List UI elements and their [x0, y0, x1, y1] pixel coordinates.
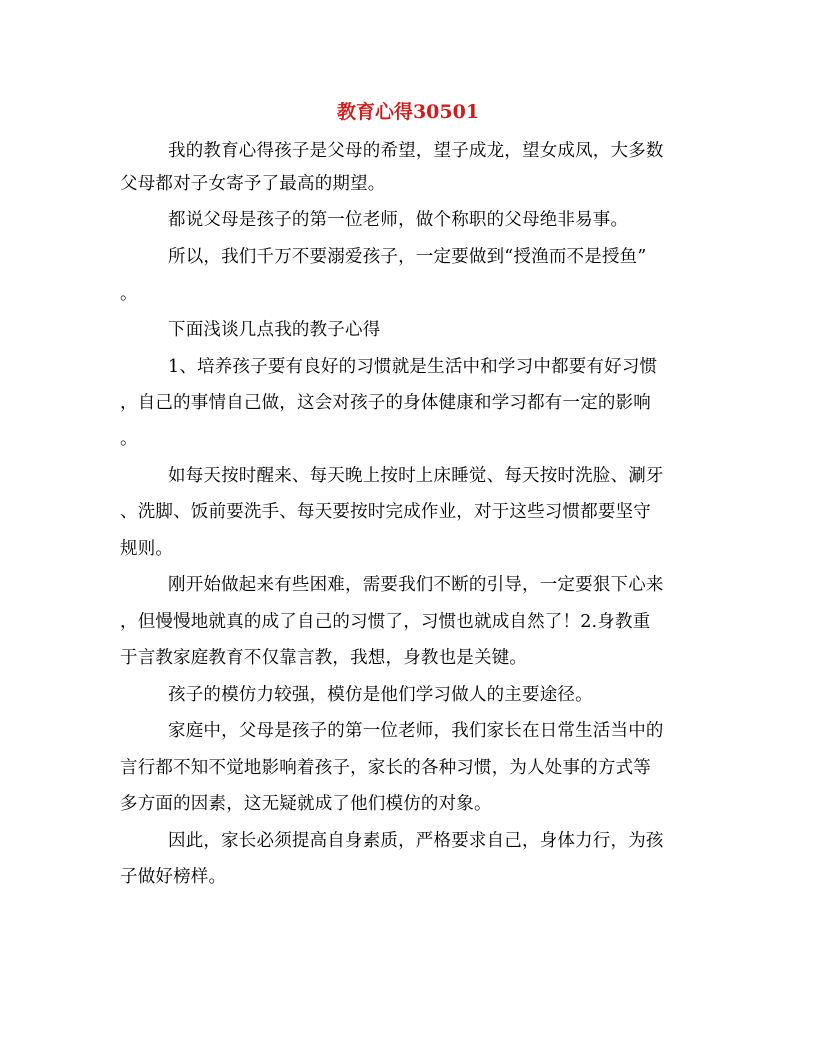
- text-line: 因此，家长必须提高自身素质，严格要求自己，身体力行，为孩: [168, 831, 664, 851]
- text-line: 规则。: [120, 539, 174, 559]
- text-line: 子做好榜样。: [120, 867, 227, 887]
- text-line: 。: [120, 284, 138, 304]
- text-line: 1、培养孩子要有良好的习惯就是生活中和学习中都要有好习惯: [168, 357, 658, 377]
- text-line: 都说父母是孩子的第一位老师，做个称职的父母绝非易事。: [168, 210, 629, 230]
- document-title: 教育心得30501: [336, 101, 480, 123]
- text-line: 刚开始做起来有些困难，需要我们不断的引导，一定要狠下心来: [168, 575, 664, 595]
- text-line: ，但慢慢地就真的成了自己的习惯了，习惯也就成自然了！2.身教重: [120, 612, 651, 632]
- text-line: 孩子的模仿力较强，模仿是他们学习做人的主要途径。: [168, 685, 593, 705]
- text-line: 下面浅谈几点我的教子心得: [168, 320, 381, 340]
- text-line: 于言教家庭教育不仅靠言教，我想，身教也是关键。: [120, 648, 528, 668]
- text-line: ，自己的事情自己做，这会对孩子的身体健康和学习都有一定的影响: [120, 393, 651, 413]
- text-line: 父母都对子女寄予了最高的期望。: [120, 174, 386, 194]
- text-line: 多方面的因素，这无疑就成了他们模仿的对象。: [120, 794, 492, 814]
- text-line: 言行都不知不觉地影响着孩子，家长的各种习惯，为人处事的方式等: [120, 758, 651, 778]
- text-line: 家庭中，父母是孩子的第一位老师，我们家长在日常生活当中的: [168, 721, 664, 741]
- text-line: 。: [120, 429, 138, 449]
- text-line: 我的教育心得孩子是父母的希望，望子成龙，望女成凤，大多数: [168, 141, 664, 161]
- text-line: 如每天按时醒来、每天晚上按时上床睡觉、每天按时洗脸、涮牙: [168, 466, 664, 486]
- text-line: 所以，我们千万不要溺爱孩子，一定要做到“授渔而不是授鱼”: [168, 247, 647, 267]
- text-line: 、洗脚、饭前要洗手、每天要按时完成作业，对于这些习惯都要坚守: [120, 502, 651, 522]
